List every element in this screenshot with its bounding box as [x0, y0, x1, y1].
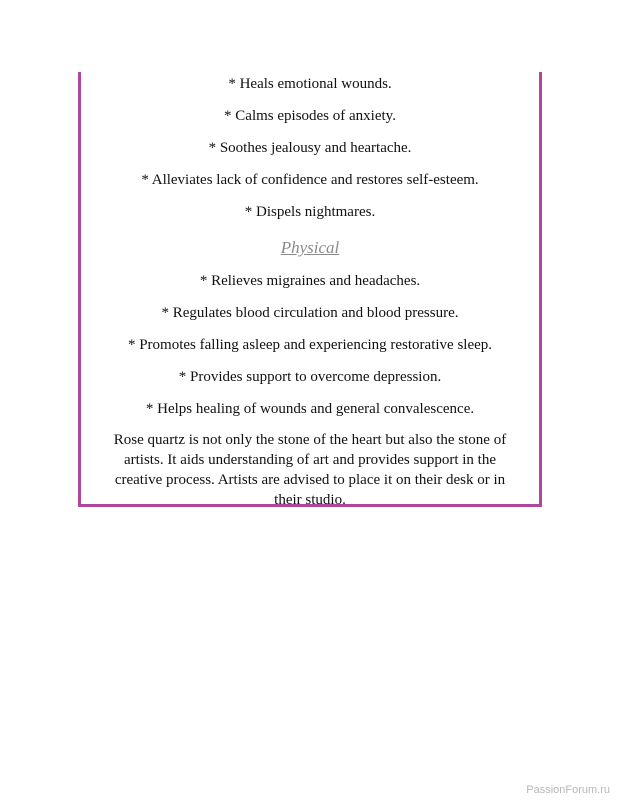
- emotional-item: * Alleviates lack of confidence and restores self-esteem.: [141, 172, 479, 188]
- physical-item: * Relieves migraines and headaches.: [199, 273, 421, 289]
- physical-item: * Helps healing of wounds and general convalescence.: [145, 401, 475, 417]
- site-watermark: PassionForum.ru: [526, 784, 610, 796]
- physical-item: * Provides support to overcome depression.: [178, 369, 442, 385]
- emotional-item: * Soothes jealousy and heartache.: [208, 140, 412, 156]
- closing-paragraph: Rose quartz is not only the stone of the heart but also the stone of artists. It aids understanding of art and provides support in the creative process. Artists are advised to place it on their desk or in their studio.: [113, 432, 507, 508]
- section-heading-physical: Physical: [280, 238, 340, 257]
- emotional-item: * Dispels nightmares.: [244, 204, 376, 220]
- emotional-item: * Calms episodes of anxiety.: [224, 108, 396, 124]
- emotional-item: * Heals emotional wounds.: [228, 76, 392, 92]
- physical-item: * Promotes falling asleep and experiencing restorative sleep.: [127, 337, 493, 353]
- content-box: [78, 72, 542, 507]
- physical-item: * Regulates blood circulation and blood pressure.: [161, 305, 459, 321]
